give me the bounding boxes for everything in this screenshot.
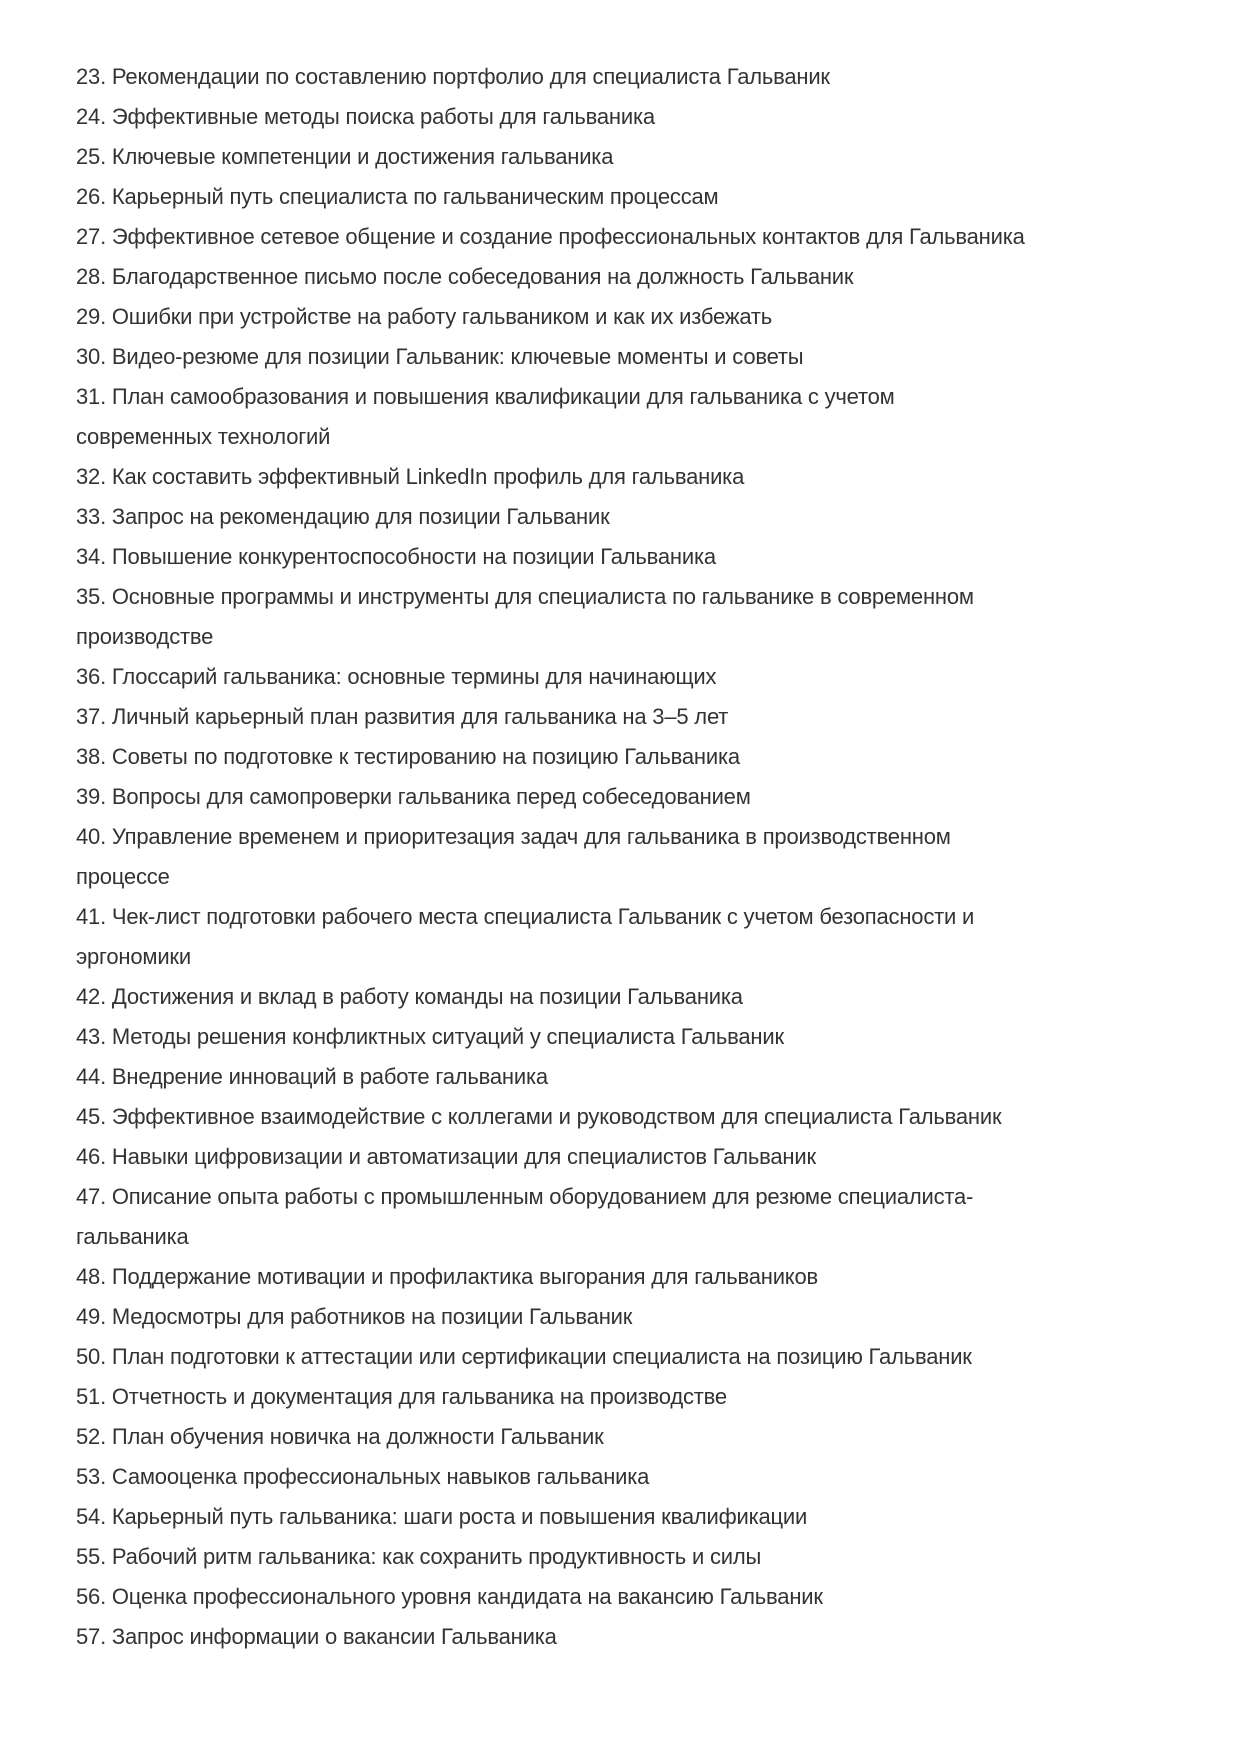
list-item bbox=[76, 457, 1199, 497]
list-item bbox=[76, 1617, 1199, 1657]
list-item bbox=[76, 897, 1199, 977]
list-item-line: производстве bbox=[76, 624, 214, 649]
list-item bbox=[76, 497, 1199, 537]
list-item-line: процессе bbox=[76, 864, 170, 889]
list-item-line: эргономики bbox=[76, 944, 191, 969]
numbered-list bbox=[76, 57, 1199, 1657]
list-item-line: 49. Медосмотры для работников на позиции Гальваник bbox=[76, 1304, 633, 1329]
list-item-line: 43. Методы решения конфликтных ситуаций у специалиста Гальваник bbox=[76, 1024, 784, 1049]
list-item-line: 44. Внедрение инноваций в работе гальваника bbox=[76, 1064, 548, 1089]
list-item-line: 26. Карьерный путь специалиста по гальваническим процессам bbox=[76, 184, 719, 209]
list-item bbox=[76, 1137, 1199, 1177]
list-item bbox=[76, 1097, 1199, 1137]
list-item bbox=[76, 577, 1199, 657]
list-item bbox=[76, 137, 1199, 177]
list-item bbox=[76, 697, 1199, 737]
list-item-line: 48. Поддержание мотивации и профилактика выгорания для гальваников bbox=[76, 1264, 818, 1289]
list-item-line: 35. Основные программы и инструменты для специалиста по гальванике в современном bbox=[76, 584, 974, 609]
list-item bbox=[76, 1017, 1199, 1057]
list-item-line: 56. Оценка профессионального уровня кандидата на вакансию Гальваник bbox=[76, 1584, 823, 1609]
list-item bbox=[76, 537, 1199, 577]
list-item-line: 54. Карьерный путь гальваника: шаги роста и повышения квалификации bbox=[76, 1504, 808, 1529]
list-item bbox=[76, 737, 1199, 777]
list-item-line: 23. Рекомендации по составлению портфолио для специалиста Гальваник bbox=[76, 64, 830, 89]
list-item bbox=[76, 1377, 1199, 1417]
list-item bbox=[76, 1457, 1199, 1497]
list-item bbox=[76, 1257, 1199, 1297]
list-item-line: 45. Эффективное взаимодействие с коллегами и руководством для специалиста Гальваник bbox=[76, 1104, 1002, 1129]
list-item-line: 30. Видео-резюме для позиции Гальваник: ключевые моменты и советы bbox=[76, 344, 804, 369]
list-item-line: 55. Рабочий ритм гальваника: как сохранить продуктивность и силы bbox=[76, 1544, 762, 1569]
list-item-line: 27. Эффективное сетевое общение и создание профессиональных контактов для Гальваника bbox=[76, 224, 1025, 249]
list-item bbox=[76, 1497, 1199, 1537]
list-item-line: 25. Ключевые компетенции и достижения гальваника bbox=[76, 144, 614, 169]
list-item-line: 39. Вопросы для самопроверки гальваника перед собеседованием bbox=[76, 784, 751, 809]
list-item-line: 57. Запрос информации о вакансии Гальваника bbox=[76, 1624, 557, 1649]
list-item bbox=[76, 1297, 1199, 1337]
list-item bbox=[76, 1537, 1199, 1577]
list-item bbox=[76, 1057, 1199, 1097]
list-item bbox=[76, 337, 1199, 377]
list-item-line: 51. Отчетность и документация для гальваника на производстве bbox=[76, 1384, 727, 1409]
list-item bbox=[76, 97, 1199, 137]
list-item-line: 28. Благодарственное письмо после собеседования на должность Гальваник bbox=[76, 264, 854, 289]
list-item bbox=[76, 1577, 1199, 1617]
list-item bbox=[76, 817, 1199, 897]
list-item bbox=[76, 57, 1199, 97]
list-item bbox=[76, 1177, 1199, 1257]
list-item bbox=[76, 377, 1199, 457]
list-item-line: 47. Описание опыта работы с промышленным оборудованием для резюме специалиста- bbox=[76, 1184, 974, 1209]
list-item bbox=[76, 297, 1199, 337]
list-item bbox=[76, 777, 1199, 817]
list-item-line: 40. Управление временем и приоритезация задач для гальваника в производственном bbox=[76, 824, 951, 849]
list-item-line: 46. Навыки цифровизации и автоматизации для специалистов Гальваник bbox=[76, 1144, 816, 1169]
list-item-line: 34. Повышение конкурентоспособности на позиции Гальваника bbox=[76, 544, 716, 569]
list-item-line: 37. Личный карьерный план развития для гальваника на 3–5 лет bbox=[76, 704, 729, 729]
list-item-line: 32. Как составить эффективный LinkedIn профиль для гальваника bbox=[76, 464, 745, 489]
list-item-line: 41. Чек-лист подготовки рабочего места специалиста Гальваник с учетом безопасности и bbox=[76, 904, 975, 929]
list-item-line: 38. Советы по подготовке к тестированию на позицию Гальваника bbox=[76, 744, 740, 769]
list-item bbox=[76, 977, 1199, 1017]
list-item bbox=[76, 1337, 1199, 1377]
list-item-line: 29. Ошибки при устройстве на работу гальваником и как их избежать bbox=[76, 304, 773, 329]
list-item-line: 31. План самообразования и повышения квалификации для гальваника с учетом bbox=[76, 384, 895, 409]
list-item bbox=[76, 1417, 1199, 1457]
list-item-line: 50. План подготовки к аттестации или сертификации специалиста на позицию Гальваник bbox=[76, 1344, 972, 1369]
list-item-line: современных технологий bbox=[76, 424, 331, 449]
list-item bbox=[76, 217, 1199, 257]
list-item bbox=[76, 257, 1199, 297]
list-item-line: 53. Самооценка профессиональных навыков гальваника bbox=[76, 1464, 650, 1489]
list-item-line: 52. План обучения новичка на должности Гальваник bbox=[76, 1424, 604, 1449]
list-item-line: 24. Эффективные методы поиска работы для гальваника bbox=[76, 104, 655, 129]
list-item-line: 42. Достижения и вклад в работу команды на позиции Гальваника bbox=[76, 984, 743, 1009]
list-item-line: 33. Запрос на рекомендацию для позиции Гальваник bbox=[76, 504, 610, 529]
list-item bbox=[76, 657, 1199, 697]
list-item-line: 36. Глоссарий гальваника: основные термины для начинающих bbox=[76, 664, 717, 689]
list-item-line: гальваника bbox=[76, 1224, 189, 1249]
list-item bbox=[76, 177, 1199, 217]
